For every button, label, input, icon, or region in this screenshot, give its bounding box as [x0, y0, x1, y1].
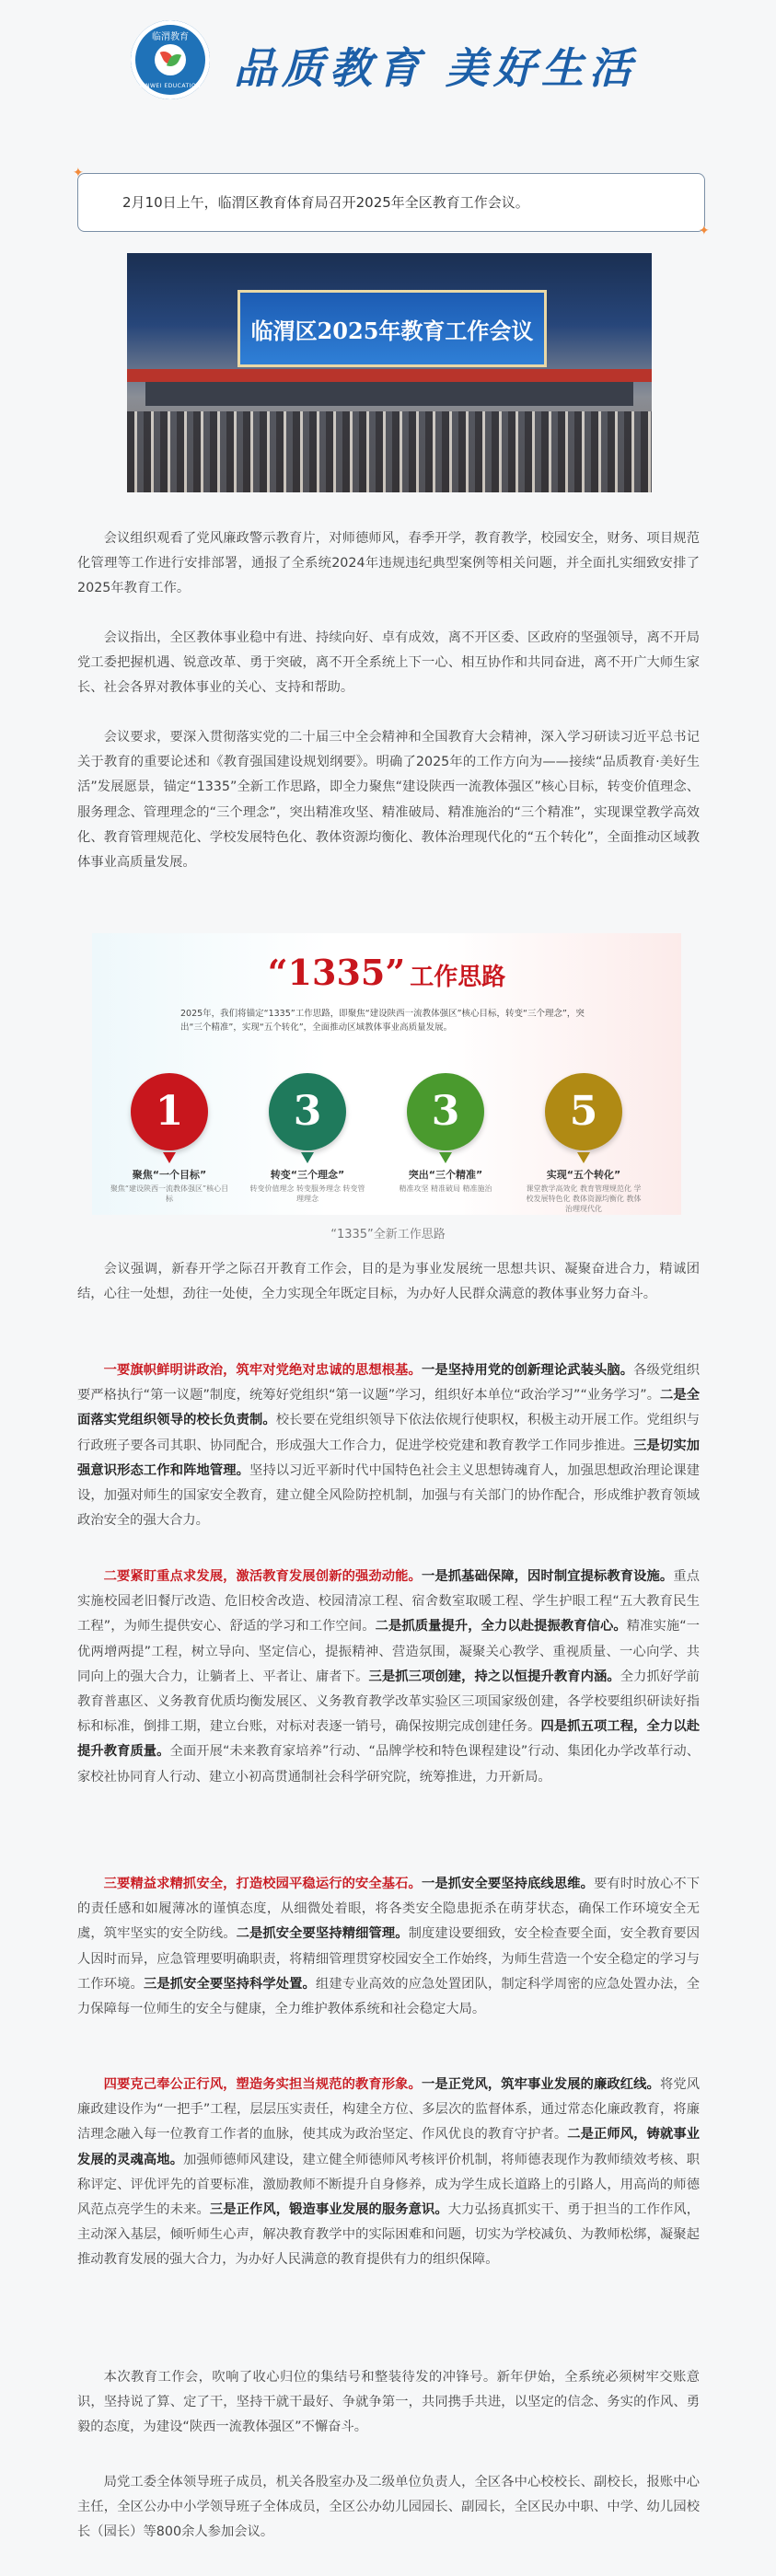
paragraph: 会议指出，全区教体事业稳中有进、持续向好、卓有成效，离不开区委、区政府的坚强领导，离不开局党工委把握机遇、锐意改革、勇于突破，离不开全系统上下一心、相互协作和共同奋进，离不开广大师生家长、社会各界对教体事业的关心、支持和帮助。 [77, 630, 700, 696]
precision-circle: 3 [407, 1073, 484, 1150]
paragraph: 会议强调，新春开学之际召开教育工作会，目的是为事业发展统一思想共识、凝聚奋进合力，精诚团结，心往一处想，劲往一处使，全力实现全年既定目标，为办好人民群众满意的教体事业努力奋斗。 [77, 1262, 700, 1302]
item-desc: 课堂教学高效化 教育管理规范化 学校发展特色化 教体资源均衡化 教体治理现代化 [526, 1184, 642, 1213]
item-label: 转变“三个理念” [270, 1169, 345, 1181]
arrow-down-icon [301, 1152, 314, 1163]
star-icon: ✦ [699, 224, 710, 238]
paragraph: 会议要求，要深入贯彻落实党的二十届三中全会精神和全国教育大会精神，深入学习研读习近平总书记关于教育的重要论述和《教育强国建设规划纲要》。明确了2025年的工作方向为——接续“品质教育·美好生活”发展愿景，锚定“1335”全新工作思路，即全力聚焦“建设陕西一流教体强区”核心目标，转变价值理念、服务理念、管理理念的“三个理念”，突出精准攻坚、精准破局、精准施治的“三个精准”，实现课堂教学高效化、教育管理规范化、学校发展特色化、教体资源均衡化、教体治理现代化的“五个转化”，全面推动区域教体事业高质量发展。 [77, 730, 700, 871]
arrow-down-icon [163, 1152, 176, 1163]
meeting-photo [127, 253, 652, 492]
logo-top-text: 临渭教育 [152, 32, 189, 42]
education-logo [131, 20, 210, 99]
goal-circle: 1 [131, 1073, 208, 1150]
star-icon: ✦ [73, 166, 84, 180]
photo-screen-title: 临渭区2025年教育工作会议 [250, 318, 534, 344]
arrow-down-icon [439, 1152, 452, 1163]
item-label: 实现“五个转化” [546, 1169, 621, 1181]
item-desc: 精准攻坚 精准破局 精准施治 [399, 1184, 492, 1193]
logo-bottom-text: LINWEI EDUCATION [139, 83, 202, 89]
item-desc: 聚焦“建设陕西一流教体强区”核心目标 [110, 1184, 229, 1203]
notice-text: 2月10日上午，临渭区教育体育局召开2025年全区教育工作会议。 [122, 194, 529, 211]
item-label: 聚焦“一个目标” [132, 1169, 207, 1181]
logo-emblem-icon [155, 44, 186, 75]
infographic-title: “1335” 工作思路 [267, 952, 506, 993]
paragraph-politics: 一要旗帜鲜明讲政治，筑牢对党绝对忠诚的思想根基。一是坚持用党的创新理论武装头脑。各级党组织要严格执行“第一议题”制度，统筹好党组织“第一议题”学习，组织好本单位“政治学习”“业务学习”。二是全面落实党组织领导的校长负责制。校长要在党组织领导下依法依规行使职权，积极主动开展工作。党组织与行政班子要各司其职、协同配合，形成强大工作合力，促进学校党建和教育教学工作同步推进。三是切实加强意识形态工作和阵地管理。坚持以习近平新时代中国特色社会主义思想铸魂育人，加强思想政治理论课建设，加强对师生的国家安全教育，建立健全风险防控机制，加强与有关部门的协作配合，形成维护教育领域政治安全的强大合力。 [77, 1363, 701, 1529]
paragraph-safety: 三要精益求精抓安全，打造校园平稳运行的安全基石。一是抓安全要坚持底线思维。要有时时放心不下的责任感和如履薄冰的谨慎态度，从细微处着眼，将各类安全隐患扼杀在萌芽状态，确保工作环境安全无虞，筑牢坚实的安全防线。二是抓安全要坚持精细管理。制度建设要细致，安全检查要全面，安全教育要因人因时而异，应急管理要明确职责，将精细管理贯穿校园安全工作始终，为师生营造一个安全稳定的学习与工作环境。三是抓安全要坚持科学处置。组建专业高效的应急处置团队，制定科学周密的应急处置办法，全力保障每一位师生的安全与健康，全力维护教体系统和社会稳定大局。 [77, 1877, 701, 2017]
item-desc: 转变价值理念 转变服务理念 转变管理理念 [249, 1184, 365, 1203]
arrow-down-icon [577, 1152, 590, 1163]
infographic-subtitle: 2025年，我们将锚定“1335”工作思路，即聚焦“建设陕西一流教体强区”核心目标，转变“三个理念”，突出“三个精准”，实现“五个转化”，全面推动区域教体事业高质量发展。 [180, 1009, 585, 1033]
paragraph: 会议组织观看了党风廉政警示教育片，对师德师风，春季开学，教育教学，校园安全，财务、项目规范化管理等工作进行安排部署，通报了全系统2024年违规违纪典型案例等相关问题，并全面扎实细致安排了2025年教育工作。 [77, 531, 700, 596]
paragraph: 局党工委全体领导班子成员，机关各股室办及二级单位负责人，全区各中心校校长、副校长，报账中心主任，全区公办中小学领导班子全体成员，全区公办幼儿园园长、副园长，全区民办中职、中学、幼儿园校长（园长）等800余人参加会议。 [77, 2475, 700, 2540]
image-caption: “1335”全新工作思路 [330, 1228, 446, 1242]
paragraph-conduct: 四要克己奉公正行风，塑造务实担当规范的教育形象。一是正党风，筑牢事业发展的廉政红线。将党风廉政建设作为“一把手”工程，层层压实责任，构建全方位、多层次的监督体系，通过常态化廉政教育，将廉洁理念融入每一位教育工作者的血脉，使其成为政治坚定、作风优良的教育守护者。二是正师风，铸就事业发展的灵魂高地。加强师德师风建设，建立健全师德师风考核评价机制，将师德表现作为教师绩效考核、职称评定、评优评先的首要标准，激励教师不断提升自身修养，成为学生成长道路上的引路人，用高尚的师德风范点亮学生的未来。三是正作风，锻造事业发展的服务意识。大力弘扬真抓实干、勇于担当的工作作风，主动深入基层，倾听师生心声，解决教育教学中的实际困难和问题，切实为学校减负、为教师松绑，凝聚起推动教育发展的强大合力，为办好人民满意的教育提供有力的组织保障。 [77, 2077, 701, 2268]
photo-screen [237, 290, 547, 367]
slogan: 品质教育 美好生活 [234, 43, 638, 93]
notice-box [73, 166, 710, 238]
infographic [92, 933, 681, 1215]
paragraph: 本次教育工作会，吹响了收心归位的集结号和整装待发的冲锋号。新年伊始，全系统必须树牢交账意识，坚持说了算、定了干，坚持干就干最好、争就争第一，共同携手共进，以坚定的信念、务实的作风、勇毅的态度，为建设“陕西一流教体强区”不懈奋斗。 [77, 2370, 700, 2435]
paragraph-development: 二要紧盯重点求发展，激活教育发展创新的强劲动能。一是抓基础保障，因时制宜提标教育设施。重点实施校园老旧餐厅改造、危旧校舍改造、校园清凉工程、宿舍数室取暖工程、学生护眼工程“五大教育民生工程”，为师生提供安心、舒适的学习和工作空间。二是抓质量提升，全力以赴提振教育信心。精准实施“一优两增两提”工程，树立导向、坚定信心，提振精神、营造氛围，凝聚关心教学、重视质量、一心向学、共同向上的强大合力，让躺者上、平者让、庸者下。三是抓三项创建，持之以恒提升教育内涵。全力抓好学前教育普惠区、义务教育优质均衡发展区、义务教育教学改革实验区三项国家级创建，各学校要组织研读好指标和标准，倒排工期，建立台账，对标对表逐一销号，确保按期完成创建任务。四是抓五项工程，全力以赴提升教育质量。全面开展“未来教育家培养”行动、“品牌学校和特色课程建设”行动、集团化办学改革行动、家校社协同育人行动、建立小初高贯通制社会科学研究院，统筹推进，力开新局。 [77, 1569, 701, 1785]
item-label: 突出“三个精准” [408, 1169, 483, 1181]
concept-circle: 3 [269, 1073, 346, 1150]
page-header [0, 0, 776, 115]
transform-circle: 5 [545, 1073, 622, 1150]
